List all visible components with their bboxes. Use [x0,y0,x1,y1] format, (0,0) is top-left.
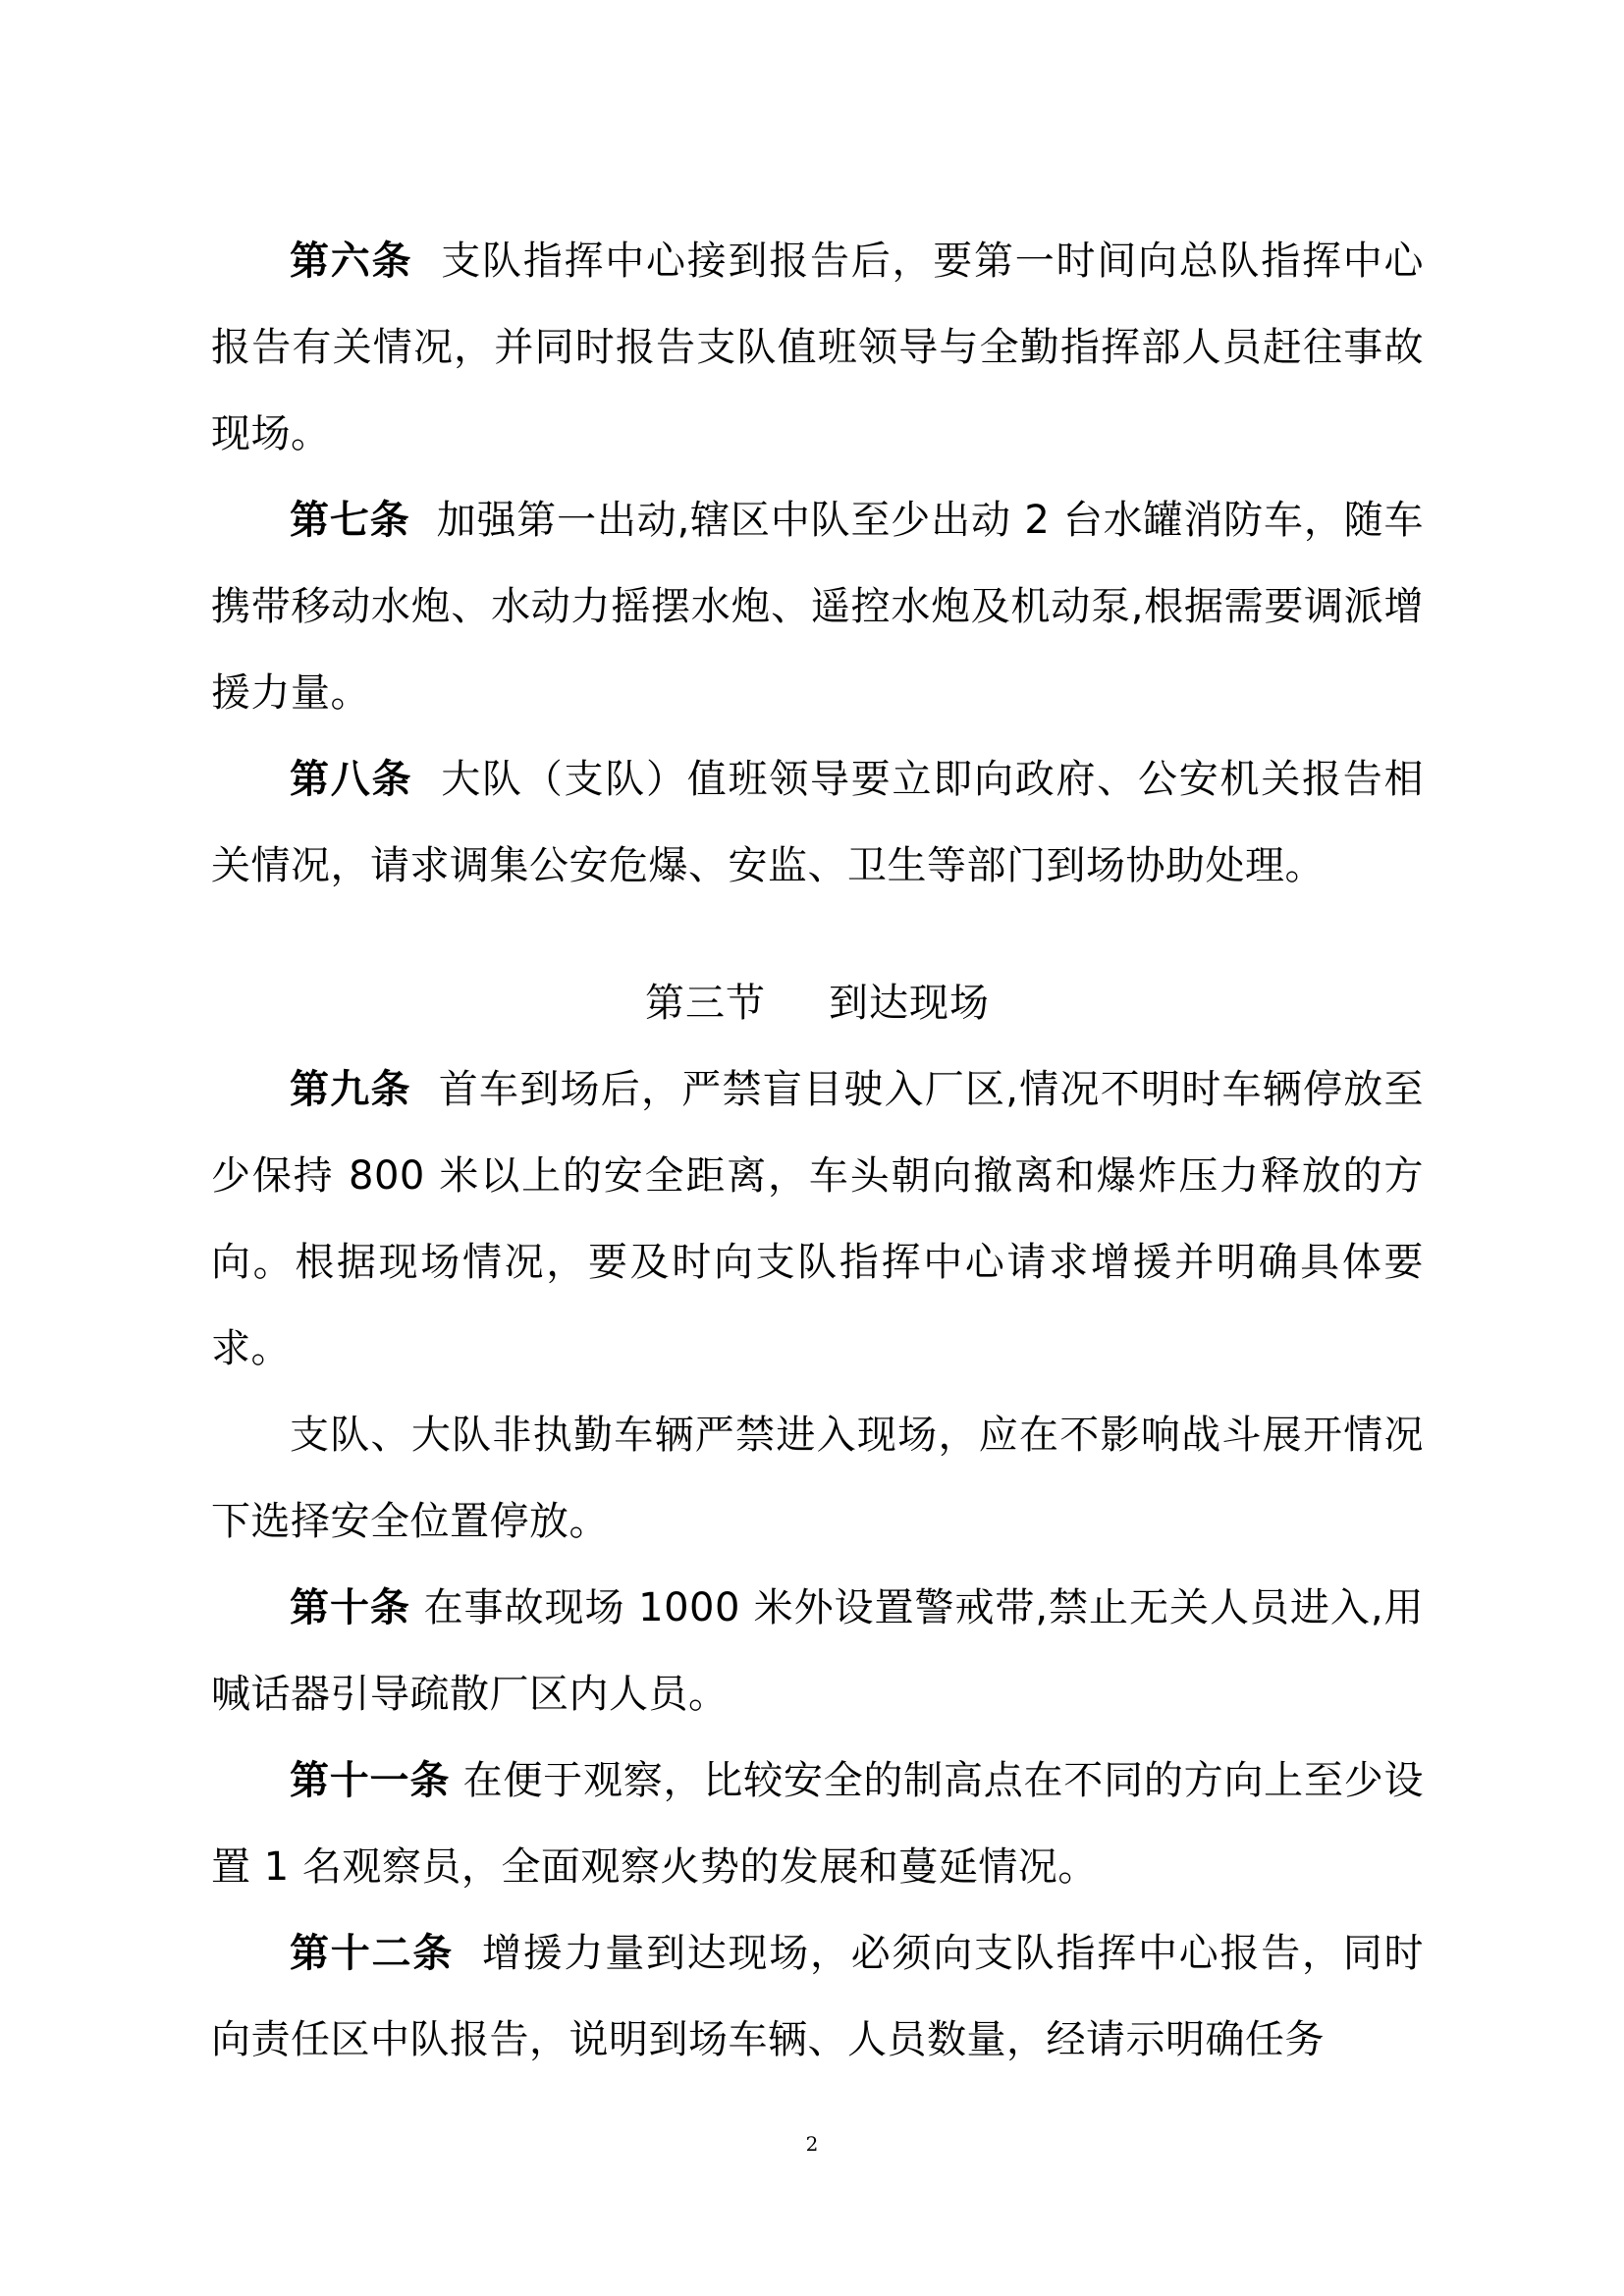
article-text: 增援力量到达现场，必须向支队指挥中心报告，同时向责任区中队报告，说明到场车辆、人员数量，经请示明确任务 [211,1931,1425,2062]
article-text: 大队（支队）值班领导要立即向政府、公安机关报告相关情况，请求调集公安危爆、安监、卫生等部门到场协助处理。 [211,757,1425,888]
article-title: 第八条 [290,757,413,802]
article-title: 第九条 [290,1067,411,1112]
section-heading [211,960,1424,1046]
article-7 [211,477,1424,736]
article-12 [211,1910,1424,2083]
article-title: 第六条 [290,239,413,284]
page-number: 2 [805,2132,819,2156]
article-title: 第七条 [290,498,410,543]
article-text: 支队指挥中心接到报告后，要第一时间向总队指挥中心报告有关情况，并同时报告支队值班领导与全勤指挥部人员赶往事故现场。 [211,239,1425,456]
article-9 [211,1046,1424,1392]
section-title: 到达现场 [829,981,990,1026]
article-title: 第十二条 [290,1931,455,1976]
article-text: 首车到场后，严禁盲目驶入厂区,情况不明时车辆停放至少保持 800 米以上的安全距离，车头朝向撤离和爆炸压力释放的方向。根据现场情况，要及时向支队指挥中心请求增援并明确具体要求。 [211,1067,1424,1371]
article-text: 加强第一出动,辖区中队至少出动 2 台水罐消防车，随车携带移动水炮、水动力摇摆水炮、遥控水炮及机动泵,根据需要调派增援力量。 [211,498,1425,716]
article-title: 第十条 [290,1585,410,1630]
article-text: 在便于观察，比较安全的制高点在不同的方向上至少设置 1 名观察员，全面观察火势的发展和蔓延情况。 [211,1758,1425,1890]
article-11 [211,1737,1424,1910]
section-number: 第三节 [645,981,766,1026]
article-title: 第十一条 [290,1758,451,1803]
article-8 [211,736,1424,909]
page-content [211,218,1424,2083]
article-10 [211,1565,1424,1737]
article-text: 在事故现场 1000 米外设置警戒带,禁止无关人员进入,用喊话器引导疏散厂区内人员。 [211,1585,1424,1717]
paragraph-text: 支队、大队非执勤车辆严禁进入现场，应在不影响战斗展开情况下选择安全位置停放。 [211,1413,1424,1544]
article-9-continued [211,1392,1424,1565]
article-6 [211,218,1424,477]
